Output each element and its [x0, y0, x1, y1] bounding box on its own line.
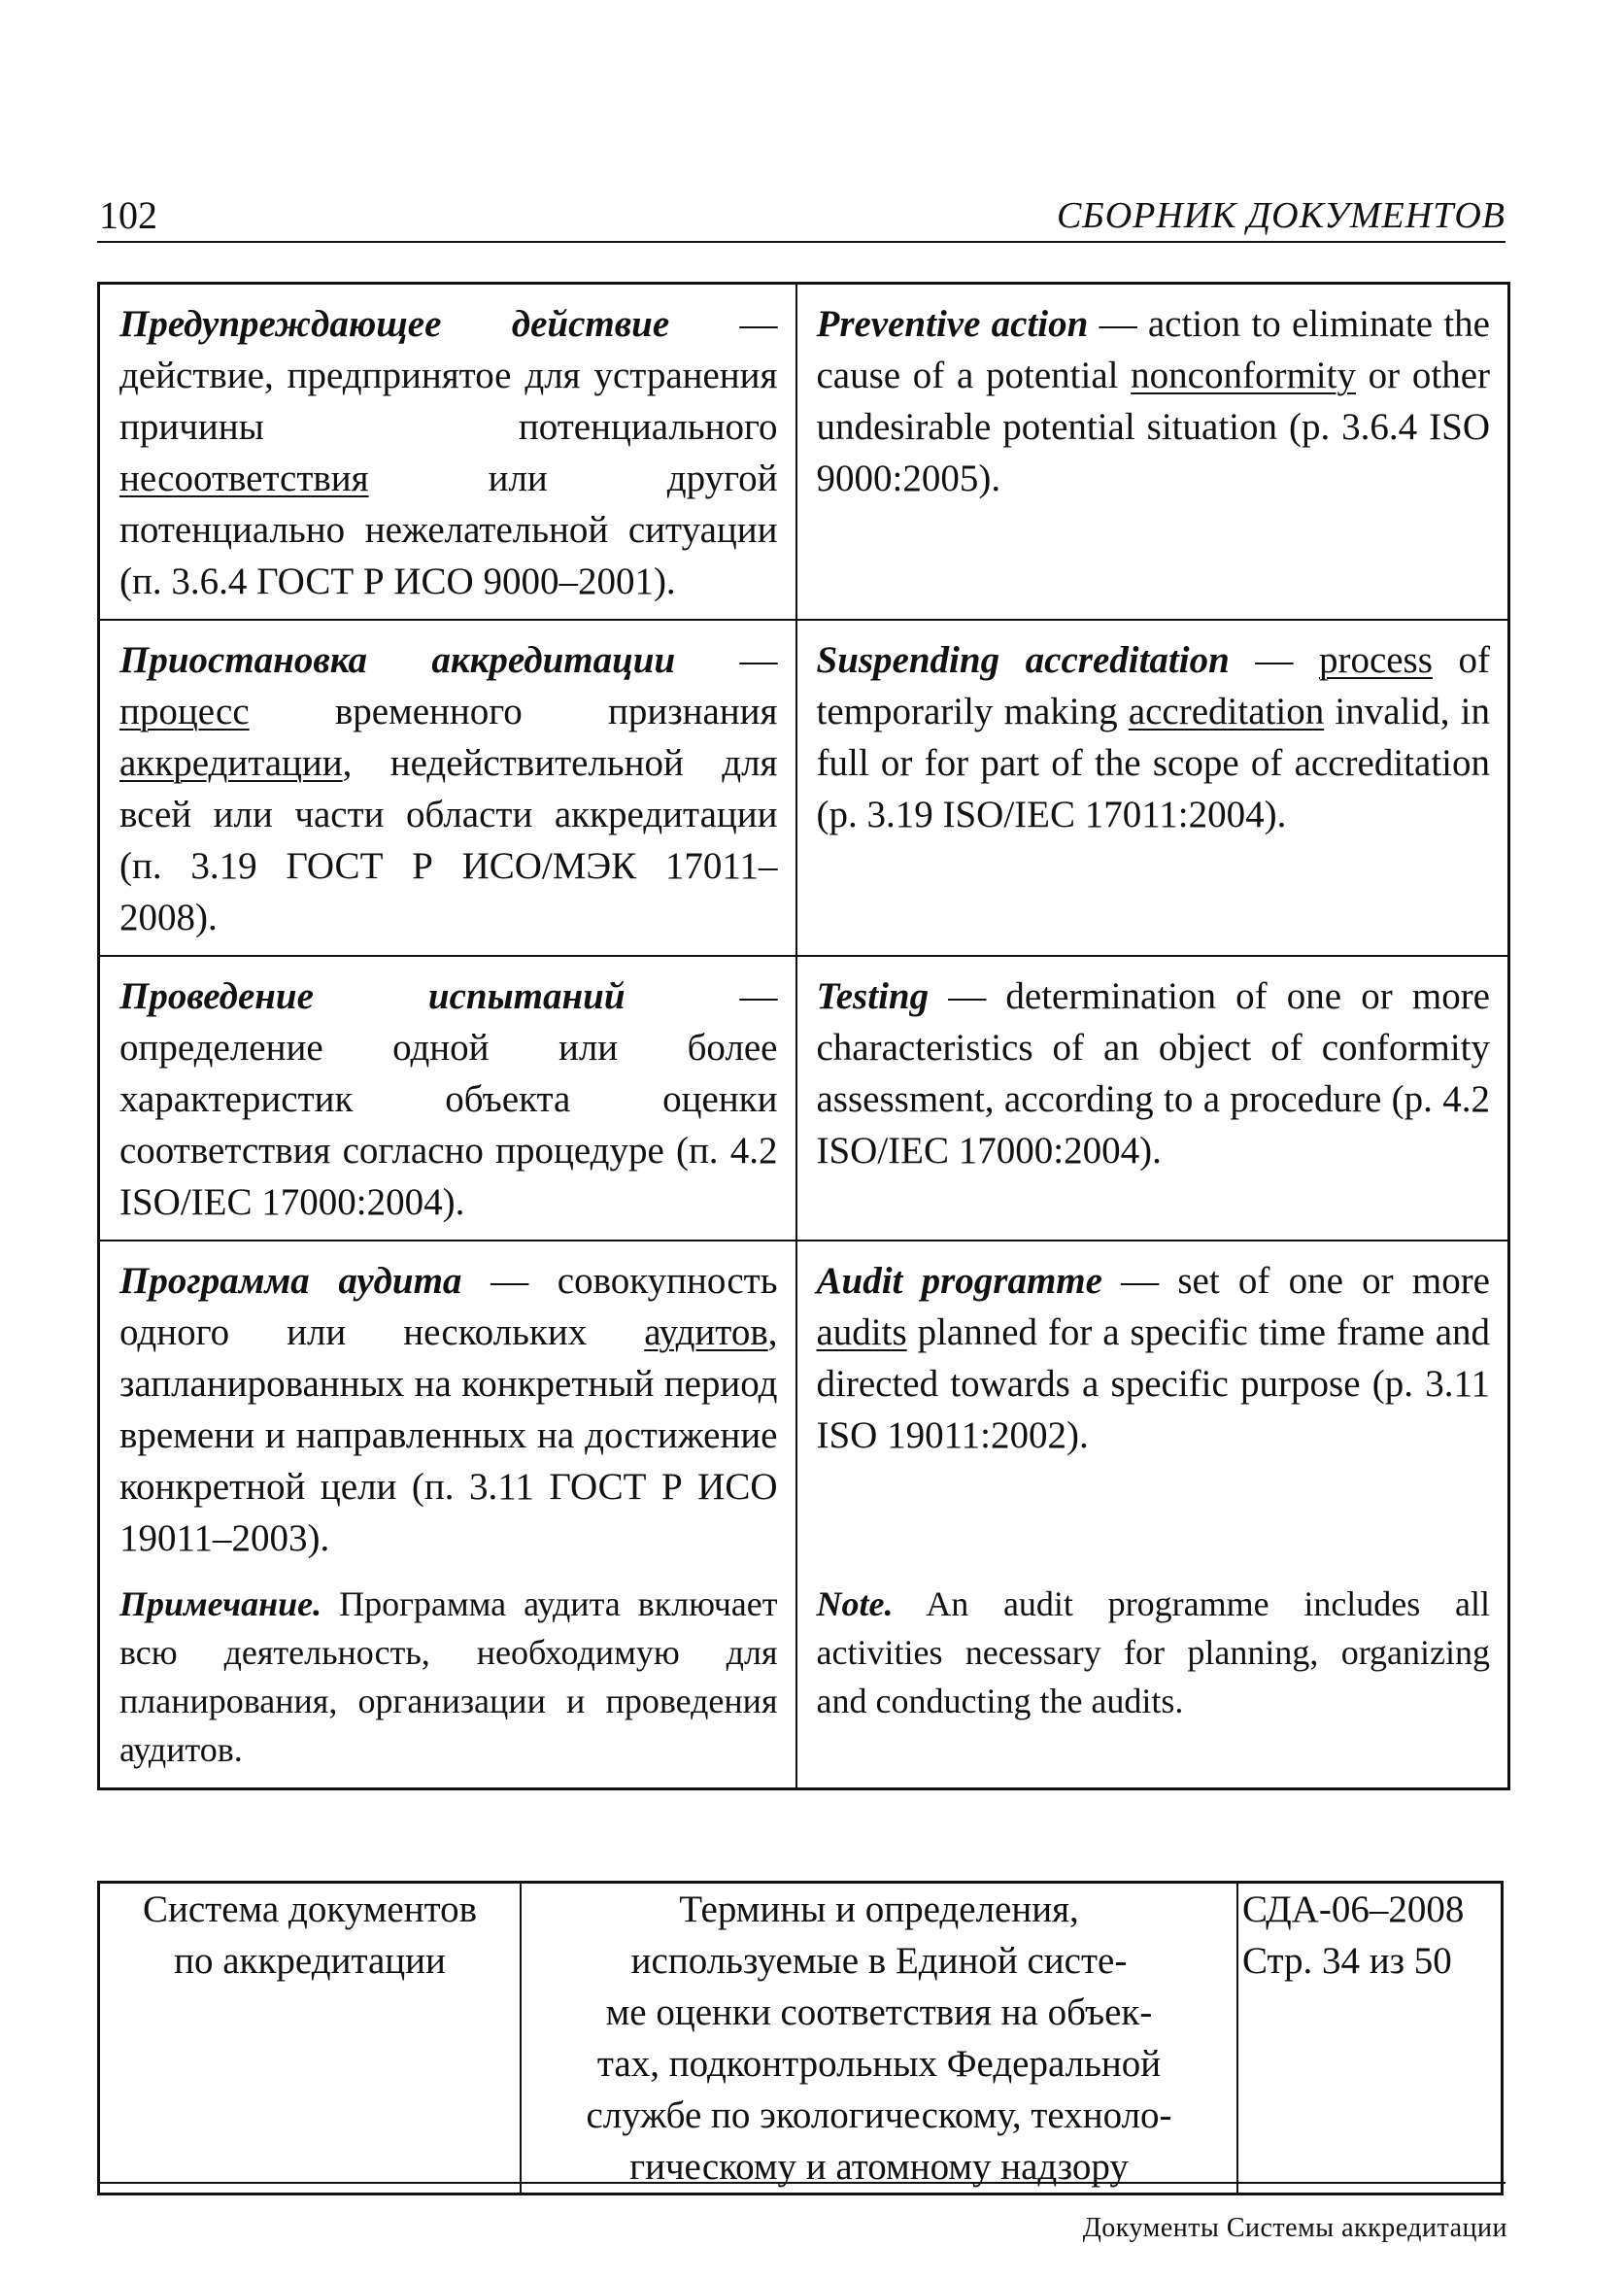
en-definition-cell	[796, 284, 1509, 621]
title-line: гическому и атомному надзору	[629, 2146, 1129, 2188]
en-term: Audit programme	[816, 1260, 1102, 1302]
en-term: Preventive action	[816, 303, 1089, 345]
note-text: An audit programme includes all activities necessary for planning, organizing and conducting the audits.	[816, 1584, 1490, 1720]
ru-definition-cell	[99, 956, 796, 1241]
title-line: ме оценки соответствия на объек-	[605, 1991, 1153, 2033]
bottom-divider	[97, 2182, 1506, 2184]
en-note-label: Note.	[816, 1584, 894, 1623]
definition-text: , запланированных на конкретный период времени и направленных на достижение конкретной цели (п. 3.11 ГОСТ Р ИСО 19011–2003).	[119, 1311, 778, 1559]
term-link: аудитов	[644, 1311, 768, 1353]
en-term: Suspending accreditation	[816, 639, 1230, 681]
note-row	[99, 1576, 1509, 1789]
term-link: процесс	[119, 691, 250, 732]
definition-text: — determination of one or more characteristics of an object of conformity assessment, according to a procedure (p. 4.2 ISO/IEC 17000:2004).	[816, 975, 1490, 1172]
definition-text: invalid, in full or for part of the scope of accreditation (p. 3.19 ISO/IEC 17011:2004).	[816, 691, 1490, 835]
definition-text: — совокупность одного или нескольких	[119, 1260, 778, 1353]
title-line: тах, подконтрольных Федеральной	[596, 2043, 1162, 2085]
running-title: СБОРНИК ДОКУМЕНТОВ	[1056, 195, 1506, 236]
note-text: Программа аудита включает всю деятельность, необходимую для планирования, организации и проведения аудитов.	[119, 1584, 778, 1769]
en-note-cell	[796, 1576, 1509, 1789]
definition-text: — set of one or more	[1101, 1260, 1490, 1302]
definition-text: or other undesirable potential situation (p. 3.6.4 ISO 9000:2005).	[816, 355, 1490, 499]
term-link: accreditation	[1128, 691, 1325, 732]
system-cell	[99, 1883, 522, 2194]
document-code-cell	[1237, 1883, 1503, 2194]
terms-table	[97, 282, 1510, 1790]
en-definition-cell	[796, 956, 1509, 1241]
title-line: службе по экологическому, техноло-	[586, 2094, 1172, 2136]
ru-note-label: Примечание.	[119, 1584, 322, 1623]
definition-text: , недействительной для всей или части области аккредитации (п. 3.19 ГОСТ Р ИСО/МЭК 17011–2008).	[119, 742, 778, 938]
term-link: аккредитации	[119, 742, 343, 784]
page-counter: Стр. 34 из 50	[1242, 1940, 1452, 1982]
ru-definition-cell	[99, 284, 796, 621]
definition-text: —	[675, 639, 778, 681]
table-row	[99, 620, 1509, 956]
system-line: по аккредитации	[174, 1940, 446, 1982]
term-link: audits	[816, 1311, 907, 1353]
document-footer-table	[97, 1881, 1504, 2195]
definition-text: временного признания	[249, 691, 778, 732]
page-number: 102	[99, 193, 157, 237]
term-link: process	[1318, 639, 1433, 681]
definition-text: planned for a specific time frame and directed towards a specific purpose (p. 3.11 ISO 19011:2002).	[816, 1311, 1490, 1456]
en-definition-cell	[796, 620, 1509, 956]
definition-text: of temporarily making	[816, 639, 1490, 732]
definition-text: —	[1229, 639, 1319, 681]
term-link: несоответствия	[119, 458, 369, 499]
page-header	[97, 190, 1506, 243]
document-title-cell	[521, 1883, 1237, 2194]
ru-definition-cell	[99, 620, 796, 956]
definition-text: — действие, предпринятое для устранения причины потенциального	[119, 303, 778, 448]
definition-text: — action to eliminate the cause of a potential	[816, 303, 1490, 396]
table-row	[99, 284, 1509, 621]
ru-definition-cell	[99, 1241, 796, 1576]
en-definition-cell	[796, 1241, 1509, 1576]
title-line: используемые в Единой систе-	[630, 1940, 1128, 1982]
definition-text: — определение одной или более характеристик объекта оценки соответствия согласно процедуре (п. 4.2 ISO/IEC 17000:2004).	[119, 975, 778, 1223]
table-row	[99, 956, 1509, 1241]
table-row	[99, 1883, 1503, 2194]
system-line: Система документов	[142, 1888, 478, 1930]
definition-text: или другой потенциально нежелательной ситуации (п. 3.6.4 ГОСТ Р ИСО 9000–2001).	[119, 458, 778, 602]
bottom-caption: Документы Системы аккредитации	[1082, 2213, 1507, 2243]
document-code: СДА-06–2008	[1242, 1888, 1465, 1930]
ru-term: Программа аудита	[119, 1260, 462, 1302]
title-line: Термины и определения,	[679, 1888, 1079, 1930]
ru-note-cell	[99, 1576, 796, 1789]
ru-term: Приостановка аккредитации	[119, 639, 676, 681]
ru-term: Предупреждающее действие	[119, 303, 670, 345]
en-term: Testing	[816, 975, 930, 1017]
term-link: nonconformity	[1131, 355, 1356, 396]
ru-term: Проведение испытаний	[119, 975, 626, 1017]
table-row	[99, 1241, 1509, 1576]
